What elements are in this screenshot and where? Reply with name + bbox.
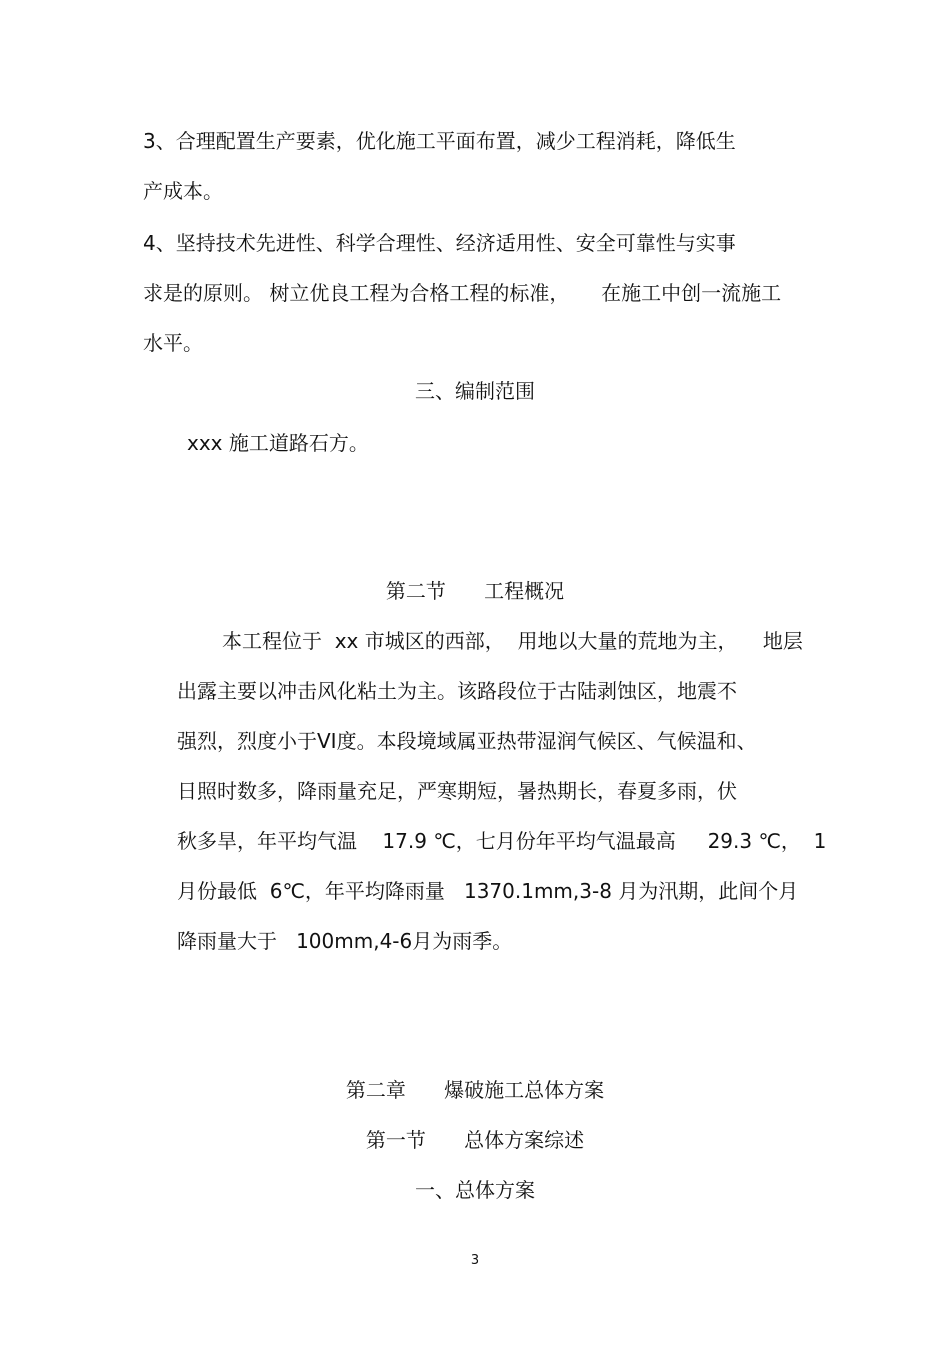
item3-line1: 3、合理配置生产要素，优化施工平面布置，减少工程消耗，降低生 bbox=[143, 129, 736, 153]
overview-line: 月份最低 6℃，年平均降雨量 1370.1mm,3-8 月为汛期，此间个月 bbox=[177, 879, 799, 903]
scope-heading: 三、编制范围 bbox=[415, 379, 535, 403]
overview-line: 日照时数多，降雨量充足，严寒期短，暑热期长，春夏多雨，伏 bbox=[177, 779, 737, 803]
overview-line: 出露主要以冲击风化粘土为主。该路段位于古陆剥蚀区，地震不 bbox=[177, 679, 737, 703]
page-number: 3 bbox=[470, 1253, 480, 1268]
overview-line: 秋多旱，年平均气温 17.9 ℃，七月份年平均气温最高 29.3 ℃， 1 bbox=[177, 829, 827, 853]
section-heading: 第一节 总体方案综述 bbox=[365, 1128, 585, 1152]
scope-body: xxx 施工道路石方。 bbox=[187, 431, 369, 455]
item4-line1: 4、坚持技术先进性、科学合理性、经济适用性、安全可靠性与实事 bbox=[143, 231, 736, 255]
overview-line: 本工程位于 xx 市城区的西部， 用地以大量的荒地为主， 地层 bbox=[222, 629, 803, 653]
chapter-heading: 第二章 爆破施工总体方案 bbox=[345, 1078, 605, 1102]
overview-line: 强烈，烈度小于VI度。本段境域属亚热带湿润气候区、气候温和、 bbox=[177, 729, 757, 753]
sub-heading: 一、总体方案 bbox=[415, 1178, 535, 1202]
item4-line3: 水平。 bbox=[143, 331, 203, 355]
overview-line: 降雨量大于 100mm,4-6月为雨季。 bbox=[177, 929, 513, 953]
overview-heading: 第二节 工程概况 bbox=[385, 579, 565, 603]
item4-line2: 求是的原则。 树立优良工程为合格工程的标准， 在施工中创一流施工 bbox=[143, 281, 782, 305]
item3-line2: 产成本。 bbox=[143, 179, 223, 203]
